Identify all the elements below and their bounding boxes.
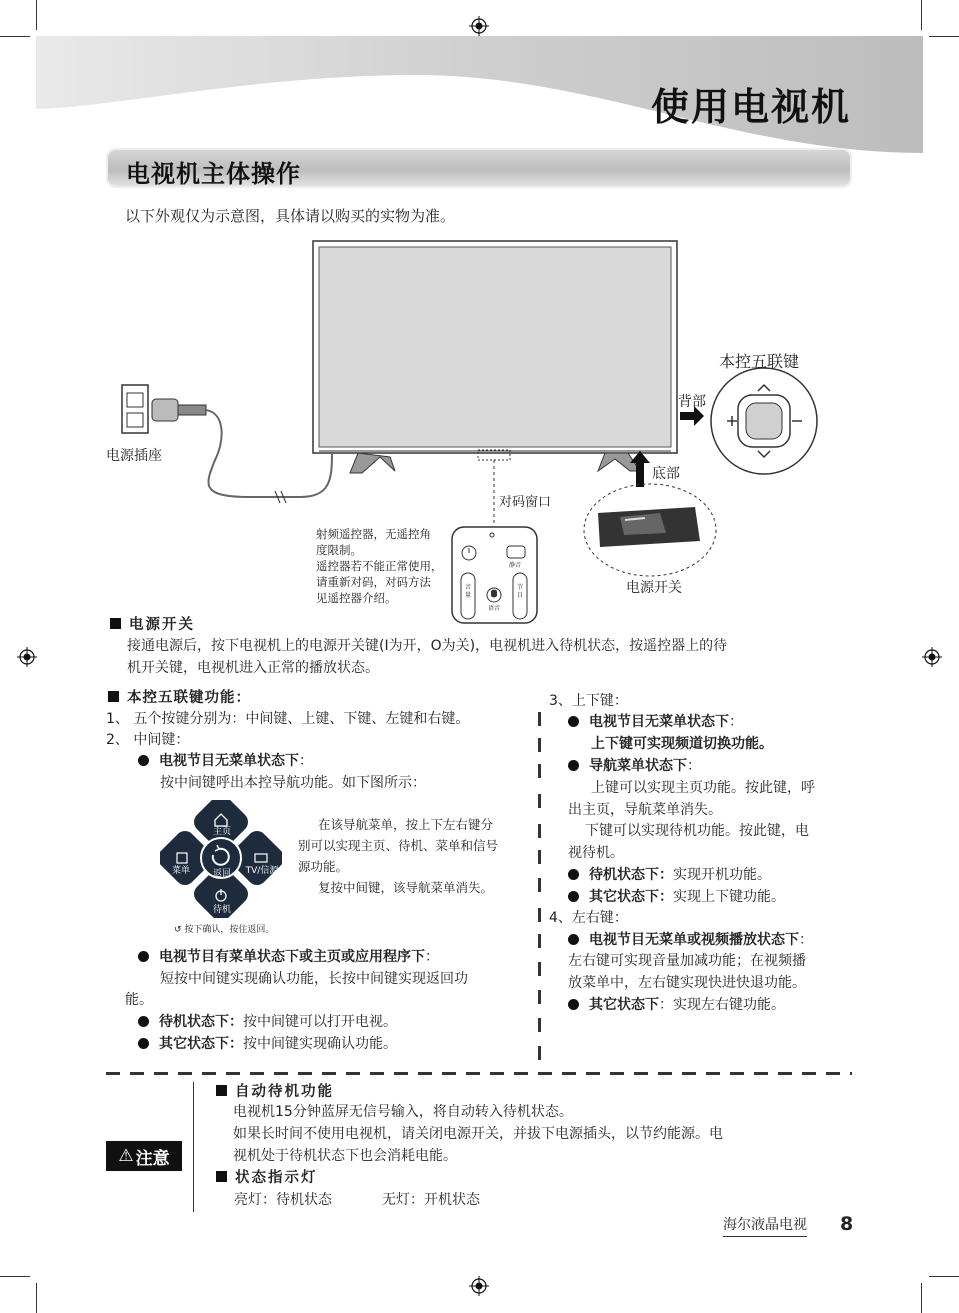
updown-d-title: 其它状态下： (589, 889, 673, 905)
nav-hint-text: 按下确认，按住返回。 (184, 925, 275, 935)
remote-voice-label: 语音 (488, 605, 501, 612)
notice-badge-text: 注意 (135, 1148, 170, 1169)
outlet-label: 电源插座 (106, 448, 162, 464)
bullet-square-icon (216, 1171, 227, 1182)
crop-mark (921, 1283, 922, 1313)
auto-line: 如果长时间不使用电视机，请关闭电源开关，并拔下电源插头，以节约能源。电 (233, 1126, 723, 1142)
leftright-a-line: 左右键可实现音量加减功能；在视频播 (568, 953, 806, 969)
led-off: 无灯：开机状态 (382, 1192, 480, 1208)
updown-b-colon: ： (687, 758, 701, 774)
registration-mark-icon (469, 1276, 489, 1296)
bullet-dot-icon (138, 755, 149, 766)
warning-icon: ⚠ (118, 1146, 134, 1166)
section-title: 电视机主体操作 (126, 160, 301, 188)
nav-label-top: 主页 (212, 827, 231, 837)
sub2-title: 电视节目有菜单状态下或主页或应用程序下 (159, 949, 425, 965)
updown-d-text: 实现上下键功能。 (673, 889, 785, 905)
led-on: 亮灯：待机状态 (234, 1192, 332, 1208)
ir-window-label: 对码窗口 (499, 495, 552, 510)
bullet-dot-icon (568, 934, 579, 945)
five-key-sub1 (138, 750, 313, 772)
auto-standby-heading (216, 1081, 334, 1103)
power-line: 机开关键，电视机进入正常的播放状态。 (127, 660, 379, 676)
crop-mark (0, 36, 30, 37)
leftright-heading: 4、左右键： (549, 910, 628, 926)
registration-mark-icon (922, 647, 942, 667)
nav-desc-line: 源功能。 (298, 859, 349, 874)
column-divider (538, 908, 541, 922)
tv-diagram (100, 235, 860, 625)
bullet-square-icon (216, 1085, 227, 1096)
five-key-sub1-text: 按中间键呼出本控导航功能。如下图所示： (160, 775, 426, 791)
nav-label-center: 返回 (212, 869, 231, 879)
power-heading (110, 614, 195, 636)
nav-hint (174, 922, 274, 935)
column-divider (538, 934, 541, 948)
updown-d (568, 886, 785, 908)
nav-desc-line: 复按中间键，该导航菜单消失。 (318, 880, 494, 895)
bullet-dot-icon (568, 869, 579, 880)
footer-brand: 海尔液晶电视 (723, 1214, 807, 1237)
bullet-dot-icon (138, 951, 149, 962)
column-divider (538, 850, 541, 864)
remote-channel-label: 节目 (517, 584, 524, 599)
sub1-colon: ： (299, 753, 313, 769)
remote-note-line: 度限制。 (316, 543, 362, 557)
five-key-item2: 2、 中间键： (106, 732, 190, 748)
sub4-text: 按中间键实现确认功能。 (243, 1036, 397, 1052)
five-key-sub3 (138, 1011, 397, 1033)
remote-note-line: 请重新对码，对码方法 (316, 575, 431, 589)
bullet-dot-icon (568, 891, 579, 902)
leftright-b-text: ：实现左右键功能。 (659, 997, 785, 1013)
updown-a-text: 上下键可实现频道切换功能。 (591, 736, 773, 752)
intro-text: 以下外观仅为示意图，具体请以购买的实物为准。 (125, 207, 456, 225)
updown-a (568, 711, 743, 733)
five-key-sub2-line: 能。 (125, 992, 153, 1008)
column-divider (538, 1018, 541, 1032)
updown-b-title: 导航菜单状态下 (589, 758, 687, 774)
updown-b (568, 755, 701, 777)
power-line: 接通电源后，按下电视机上的电源开关键(I为开，O为关)，电视机进入待机状态，按遥控器上的待 (127, 638, 728, 654)
auto-line: 电视机15分钟蓝屏无信号输入，将自动转入待机状态。 (233, 1104, 573, 1120)
page-title: 使用电视机 (650, 85, 851, 129)
crop-mark (36, 1283, 37, 1313)
column-divider (538, 878, 541, 892)
remote-mute-label: 静音 (509, 562, 522, 569)
notice-vertical-line (193, 1082, 194, 1212)
registration-mark-icon (17, 647, 37, 667)
power-heading-text: 电源开关 (129, 617, 195, 633)
five-key-heading (108, 687, 251, 709)
sub1-title: 电视节目无菜单状态下 (159, 753, 299, 769)
leftright-a-line: 放菜单中，左右键实现快进快退功能。 (568, 975, 806, 991)
bullet-dot-icon (138, 1016, 149, 1027)
crop-mark (929, 1276, 959, 1277)
led-heading (216, 1167, 318, 1189)
five-key-sub2 (138, 946, 439, 968)
remote-note-line: 见遥控器介绍。 (316, 591, 397, 605)
crop-mark (921, 0, 922, 30)
five-key-label: 本控五联键 (719, 352, 800, 371)
bullet-dot-icon (568, 716, 579, 727)
power-switch-label: 电源开关 (626, 580, 682, 596)
updown-b-line: 视待机。 (568, 845, 624, 861)
bullet-dot-icon (138, 1038, 149, 1049)
updown-c-text: 实现开机功能。 (673, 867, 771, 883)
crop-mark (36, 0, 37, 30)
led-heading-text: 状态指示灯 (235, 1170, 318, 1186)
auto-line: 视机处于待机状态下也会消耗电能。 (233, 1148, 457, 1164)
nav-desc-line: 别可以实现主页、待机、菜单和信号 (298, 838, 499, 853)
bullet-dot-icon (568, 760, 579, 771)
column-divider (538, 738, 541, 752)
crop-mark (929, 36, 959, 37)
nav-diamond (160, 800, 282, 918)
bullet-square-icon (110, 618, 121, 629)
bullet-square-icon (108, 691, 119, 702)
sub3-text: 按中间键可以打开电视。 (243, 1014, 397, 1030)
five-key-heading-text: 本控五联键功能： (127, 690, 251, 706)
crop-mark (0, 1276, 30, 1277)
updown-b-line: 出主页，导航菜单消失。 (568, 802, 722, 818)
five-key-item1: 1、 五个按键分别为：中间键、上键、下键、左键和右键。 (106, 711, 470, 727)
updown-a-title: 电视节目无菜单状态下 (589, 714, 729, 730)
remote-note (316, 526, 443, 606)
leftright-a (568, 929, 813, 951)
updown-b-line: 上键可以实现主页功能。按此键，呼 (591, 780, 815, 796)
nav-label-right: TV/信源 (245, 866, 279, 876)
return-icon: ↺ (174, 925, 185, 935)
notice-divider (106, 1072, 852, 1075)
column-divider (538, 712, 541, 726)
notice-badge (106, 1141, 182, 1171)
column-divider (538, 1046, 541, 1060)
bullet-dot-icon (568, 999, 579, 1010)
leftright-b-title: 其它状态下 (589, 997, 659, 1013)
nav-desc (298, 814, 498, 898)
nav-label-bottom: 待机 (212, 905, 231, 915)
remote-note-line: 遥控器若不能正常使用， (316, 559, 443, 573)
nav-desc-line: 在该导航菜单，按上下左右键分 (318, 817, 494, 832)
sub3-title: 待机状态下： (159, 1014, 243, 1030)
leftright-b (568, 994, 785, 1016)
updown-b-line: 下键可以实现待机功能。按此键，电 (585, 823, 809, 839)
remote-note-line: 射频遥控器，无遥控角 (316, 527, 431, 541)
updown-c (568, 864, 771, 886)
auto-heading-text: 自动待机功能 (235, 1084, 334, 1100)
five-key-sub2-line: 短按中间键实现确认功能，长按中间键实现返回功 (160, 971, 468, 987)
updown-c-title: 待机状态下： (589, 867, 673, 883)
column-divider (538, 990, 541, 1004)
registration-mark-icon (469, 16, 489, 36)
column-divider (538, 794, 541, 808)
bottom-label: 底部 (652, 466, 680, 482)
column-divider (538, 962, 541, 976)
leftright-a-colon: ： (799, 932, 813, 948)
page-number: 8 (840, 1213, 854, 1235)
leftright-a-title: 电视节目无菜单或视频播放状态下 (589, 932, 799, 948)
nav-label-left: 菜单 (171, 866, 190, 876)
sub4-title: 其它状态下： (159, 1036, 243, 1052)
column-divider (538, 824, 541, 838)
sub2-colon: ： (425, 949, 439, 965)
five-key-sub4 (138, 1033, 397, 1055)
updown-a-colon: ： (729, 714, 743, 730)
remote-volume-label: 音量 (465, 584, 472, 599)
updown-heading: 3、上下键： (549, 693, 628, 709)
back-label: 背部 (678, 394, 706, 410)
column-divider (538, 764, 541, 778)
